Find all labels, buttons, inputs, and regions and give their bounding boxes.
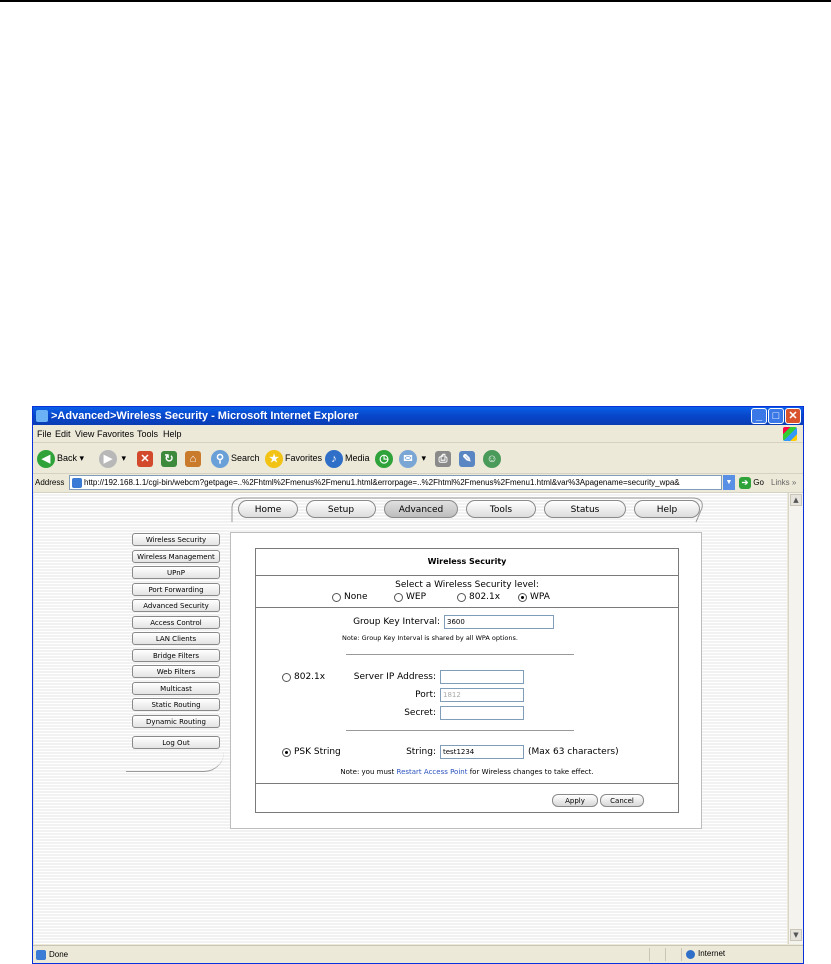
minimize-button[interactable]: _ <box>751 408 767 424</box>
print-icon: ⎙ <box>435 451 451 467</box>
title-divider <box>256 575 678 576</box>
side-item-dynamic-routing[interactable]: Dynamic Routing <box>132 715 220 728</box>
radio-none[interactable] <box>332 593 341 602</box>
menu-tools[interactable]: Tools <box>137 429 159 439</box>
forward-button[interactable]: ▶ ▾ <box>99 449 126 467</box>
psk-string-input[interactable]: test1234 <box>440 745 524 759</box>
radio-none-label: None <box>344 592 368 602</box>
nav-tab-home[interactable]: Home <box>238 500 298 518</box>
nav-tab-advanced[interactable]: Advanced <box>384 500 458 518</box>
secret-input[interactable] <box>440 706 524 720</box>
port-label: Port: <box>415 690 436 700</box>
port-input[interactable]: 1812 <box>440 688 524 702</box>
windows-logo-icon <box>783 427 797 441</box>
refresh-icon: ↻ <box>161 451 177 467</box>
page-icon <box>72 478 82 488</box>
restart-note <box>256 768 678 776</box>
nav-tab-setup[interactable]: Setup <box>306 500 376 518</box>
group-key-note: Note: Group Key Interval is shared by all WPA options. <box>342 634 518 642</box>
string-length-hint: (Max 63 characters) <box>528 747 619 757</box>
done-page-icon <box>36 950 46 960</box>
menu-help[interactable]: Help <box>163 429 182 439</box>
status-cell-2 <box>665 948 682 961</box>
history-icon: ◷ <box>375 450 393 468</box>
side-item-static-routing[interactable]: Static Routing <box>132 698 220 711</box>
media-label: Media <box>345 453 370 463</box>
radio-wep[interactable] <box>394 593 403 602</box>
string-label: String: <box>406 747 436 757</box>
section-rule-2 <box>346 730 574 731</box>
radio-psk-string-label: PSK String <box>294 747 341 757</box>
edit-icon: ✎ <box>459 451 475 467</box>
go-arrow-icon: ➔ <box>739 477 751 489</box>
nav-tab-help[interactable]: Help <box>634 500 700 518</box>
server-ip-label: Server IP Address: <box>353 672 436 682</box>
zone-cell <box>681 948 800 961</box>
back-button[interactable]: ◀ Back ▾ <box>37 449 84 467</box>
group-key-label: Group Key Interval: <box>353 617 440 627</box>
side-item-lan-clients[interactable]: LAN Clients <box>132 632 220 645</box>
stop-button[interactable] <box>137 449 153 467</box>
radio-wep-label: WEP <box>406 592 427 602</box>
go-label: Go <box>753 478 764 487</box>
radio-wpa-label: WPA <box>530 592 550 602</box>
messenger-button[interactable] <box>483 449 503 467</box>
radio-wpa[interactable] <box>518 593 527 602</box>
title-bar[interactable] <box>33 407 803 425</box>
status-cell-1 <box>649 948 666 961</box>
search-icon: ⚲ <box>211 450 229 468</box>
cancel-button[interactable]: Cancel <box>600 794 644 807</box>
go-button[interactable] <box>739 474 764 492</box>
back-label: Back <box>57 453 78 463</box>
maximize-button[interactable]: □ <box>768 408 784 424</box>
print-button[interactable] <box>435 449 451 467</box>
side-item-port-forwarding[interactable]: Port Forwarding <box>132 583 220 596</box>
side-item-upnp[interactable]: UPnP <box>132 566 220 579</box>
favorites-label: Favorites <box>285 453 323 463</box>
side-item-wireless-management[interactable]: Wireless Management <box>132 550 220 563</box>
nav-tab-status[interactable]: Status <box>544 500 626 518</box>
server-ip-input[interactable] <box>440 670 524 684</box>
address-bar <box>33 474 803 493</box>
address-input[interactable] <box>69 475 722 490</box>
globe-icon <box>686 950 695 959</box>
scroll-up-arrow-icon[interactable]: ▲ <box>790 494 802 506</box>
home-icon: ⌂ <box>185 451 201 467</box>
top-navigation <box>230 496 710 524</box>
radio-8021x-mode-label: 802.1x <box>294 672 326 682</box>
status-bar <box>33 945 803 964</box>
stop-icon: ✕ <box>137 451 153 467</box>
section-rule-1 <box>346 654 574 655</box>
document-top-rule <box>0 0 831 2</box>
links-button[interactable]: Links » <box>771 478 797 487</box>
ie-icon <box>36 410 48 422</box>
side-item-access-control[interactable]: Access Control <box>132 616 220 629</box>
side-item-multicast[interactable]: Multicast <box>132 682 220 695</box>
window-title: >Advanced>Wireless Security - Microsoft Internet Explorer <box>51 410 359 422</box>
links-label: Links <box>771 478 790 487</box>
side-menu <box>126 521 224 772</box>
restart-note-suffix: for Wireless changes to take effect. <box>469 768 594 776</box>
address-dropdown-button[interactable]: ▼ <box>723 475 735 490</box>
restart-access-point-link[interactable]: Restart Access Point <box>396 768 468 776</box>
messenger-icon: ☺ <box>483 450 501 468</box>
media-icon: ♪ <box>325 450 343 468</box>
status-text: Done <box>49 950 69 959</box>
scroll-down-arrow-icon[interactable]: ▼ <box>790 929 802 941</box>
search-button[interactable] <box>211 449 260 467</box>
mail-icon: ✉ <box>399 450 417 468</box>
radio-8021x-level-label: 802.1x <box>469 592 501 602</box>
menu-file[interactable]: File <box>37 429 52 439</box>
forward-arrow-icon: ▶ <box>99 450 117 468</box>
menu-bar <box>33 426 803 443</box>
browser-window <box>32 406 804 964</box>
vertical-scrollbar[interactable] <box>788 493 803 944</box>
radio-8021x-level[interactable] <box>457 593 466 602</box>
search-label: Search <box>231 453 260 463</box>
group-key-input[interactable]: 3600 <box>444 615 554 629</box>
page-content <box>34 493 787 944</box>
secret-label: Secret: <box>404 708 436 718</box>
star-icon: ★ <box>265 450 283 468</box>
favorites-button[interactable] <box>265 449 322 467</box>
zone-label: Internet <box>698 949 726 958</box>
security-level-prompt: Select a Wireless Security level: <box>395 580 539 590</box>
home-button[interactable] <box>185 449 201 467</box>
footer-divider <box>256 783 678 784</box>
apply-button[interactable]: Apply <box>552 794 598 807</box>
side-item-log-out[interactable]: Log Out <box>132 736 220 749</box>
side-item-bridge-filters[interactable]: Bridge Filters <box>132 649 220 662</box>
side-item-web-filters[interactable]: Web Filters <box>132 665 220 678</box>
restart-note-prefix: Note: you must <box>340 768 395 776</box>
media-button[interactable] <box>325 449 370 467</box>
edit-page-button[interactable] <box>459 449 475 467</box>
nav-tab-tools[interactable]: Tools <box>466 500 536 518</box>
refresh-button[interactable] <box>161 449 177 467</box>
settings-panel <box>230 532 702 829</box>
side-item-wireless-security[interactable]: Wireless Security <box>132 533 220 546</box>
history-button[interactable] <box>375 449 395 467</box>
back-arrow-icon: ◀ <box>37 450 55 468</box>
menu-view[interactable]: View <box>75 429 95 439</box>
address-url: http://192.168.1.1/cgi-bin/webcm?getpage=..%2Fhtml%2Fmenus%2Fmenu1.html&errorpage=..%2Fhtml%2Fmenus%2Fmenu1.html&var%3Apagename=security_wpa& <box>84 478 680 487</box>
menu-favorites[interactable]: Favorites <box>97 429 135 439</box>
panel-title: Wireless Security <box>427 557 507 566</box>
wireless-security-form <box>255 548 679 813</box>
menu-edit[interactable]: Edit <box>55 429 71 439</box>
close-button[interactable]: ✕ <box>785 408 801 424</box>
side-item-advanced-security[interactable]: Advanced Security <box>132 599 220 612</box>
address-label: Address <box>35 478 65 487</box>
toolbar <box>33 443 803 474</box>
level-divider <box>256 607 678 608</box>
mail-button[interactable]: ✉ ▾ <box>399 449 426 467</box>
